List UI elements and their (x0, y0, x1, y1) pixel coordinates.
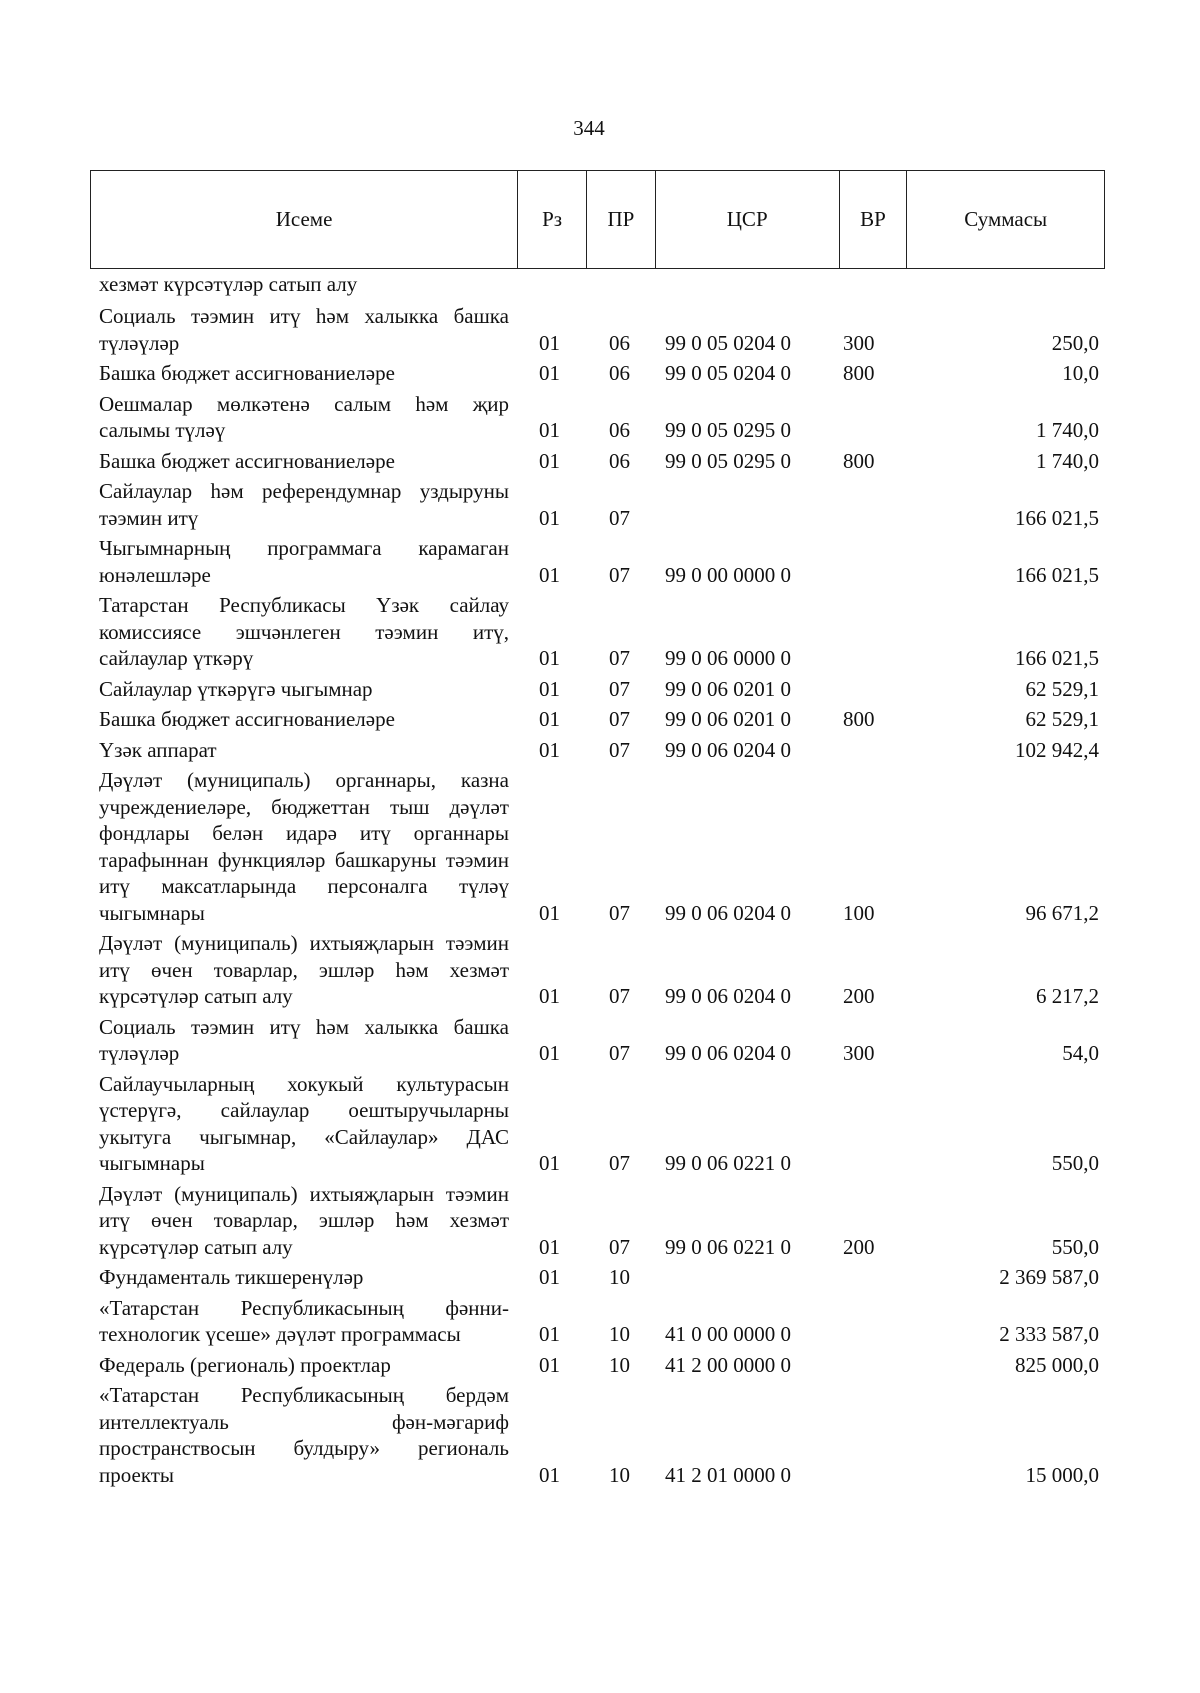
table-body (99, 303, 1099, 1492)
row-rz-cell: 01 (539, 330, 560, 355)
row-sum-cell: 166 021,5 (1015, 646, 1099, 670)
row-csr-cell: 99 0 06 0201 0 (665, 676, 791, 701)
row-vr-cell: 800 (843, 448, 875, 473)
table-row (99, 737, 1099, 764)
row-csr-cell: 99 0 06 0221 0 (665, 1234, 791, 1259)
table-row (99, 303, 1099, 356)
row-pr-cell: 07 (609, 737, 630, 762)
row-name-cell: «Татарстан Республикасының фәнни-технологик үсеше» дәүләт программасы (99, 1295, 509, 1346)
row-rz-cell: 01 (539, 900, 560, 925)
row-csr-cell: 99 0 05 0204 0 (665, 361, 791, 385)
row-csr-cell: 41 0 00 0000 0 (665, 1322, 791, 1346)
row-pr-cell: 07 (609, 1234, 630, 1259)
header-rz: Рз (517, 171, 586, 268)
table-row (99, 592, 1099, 672)
page-number: 344 (573, 116, 605, 140)
row-rz-cell: 01 (539, 505, 560, 530)
table-row (99, 448, 1099, 475)
row-rz-cell: 01 (539, 646, 560, 670)
row-sum-cell: 10,0 (1062, 361, 1099, 385)
row-csr-cell: 99 0 05 0204 0 (665, 330, 791, 355)
row-rz-cell: 01 (539, 1234, 560, 1259)
row-name-cell: Федераль (региональ) проектлар (99, 1352, 391, 1377)
row-sum-cell: 166 021,5 (1015, 562, 1099, 587)
row-name-cell: «Татарстан Республикасының бердәм интеллектуаль фән-мәгариф пространствосын булдыру» региональ проекты (99, 1383, 509, 1487)
row-rz-cell: 01 (539, 737, 560, 762)
row-pr-cell: 07 (609, 1041, 630, 1065)
row-csr-cell: 99 0 06 0204 0 (665, 737, 791, 762)
continued-row-text: хезмәт күрсәтүләр сатып алу (99, 272, 358, 296)
row-sum-cell: 166 021,5 (1015, 505, 1099, 530)
table-row (99, 478, 1099, 531)
row-rz-cell: 01 (539, 707, 560, 731)
row-rz-cell: 01 (539, 1352, 560, 1377)
row-csr-cell: 99 0 06 0204 0 (665, 984, 791, 1008)
row-name-cell: Дәүләт (муниципаль) ихтыяҗларын тәэмин итү өчен товарлар, эшләр һәм хезмәт күрсәтүләр сатып алу (99, 1181, 509, 1259)
row-pr-cell: 06 (609, 330, 630, 355)
row-name-cell: Социаль тәэмин итү һәм халыкка башка түләүләр (99, 304, 509, 355)
row-pr-cell: 07 (609, 1151, 630, 1175)
table-row (99, 930, 1099, 1010)
header-name: Исеме (275, 207, 333, 231)
row-rz-cell: 01 (539, 1462, 560, 1487)
row-rz-cell: 01 (539, 1265, 560, 1289)
row-rz-cell: 01 (539, 1041, 560, 1065)
row-pr-cell: 10 (609, 1462, 630, 1487)
row-sum-cell: 250,0 (1051, 330, 1099, 355)
row-name-cell: Башка бюджет ассигнованиеләре (99, 707, 395, 731)
row-sum-cell: 2 369 587,0 (999, 1265, 1099, 1289)
table-row (99, 391, 1099, 444)
table-row (99, 1295, 1099, 1348)
row-csr-cell: 41 2 01 0000 0 (665, 1462, 791, 1487)
header-csr: ЦСР (655, 171, 839, 268)
row-vr-cell: 800 (843, 707, 875, 731)
row-rz-cell: 01 (539, 1151, 560, 1175)
row-name-cell: Башка бюджет ассигнованиеләре (99, 448, 395, 473)
table-row (99, 1014, 1099, 1067)
row-vr-cell: 300 (843, 1041, 875, 1065)
row-csr-cell: 99 0 06 0204 0 (665, 1041, 791, 1065)
row-sum-cell: 1 740,0 (1036, 448, 1099, 473)
table-row (99, 676, 1099, 703)
row-name-cell: Дәүләт (муниципаль) органнары, казна учреждениеләре, бюджеттан тыш дәүләт фондлары белән идарә итү органнары тарафыннан функцияләр башкаруны тәэмин итү максатларында персоналга түләү чыгымнары (99, 768, 509, 925)
row-name-cell: Социаль тәэмин итү һәм халыкка башка түләүләр (99, 1014, 509, 1065)
header-sum: Суммасы (906, 171, 1104, 268)
row-rz-cell: 01 (539, 562, 560, 587)
row-pr-cell: 07 (609, 646, 630, 670)
row-name-cell: Башка бюджет ассигнованиеләре (99, 361, 395, 385)
row-pr-cell: 07 (609, 707, 630, 731)
row-name-cell: Чыгымнарның программага карамаган юнәлешләре (99, 536, 509, 587)
table-header (90, 170, 1105, 269)
row-vr-cell: 200 (843, 1234, 875, 1259)
row-rz-cell: 01 (539, 1322, 560, 1346)
row-pr-cell: 07 (609, 984, 630, 1008)
row-sum-cell: 62 529,1 (1025, 707, 1099, 731)
row-name-cell: Сайлаучыларның хокукый культурасын үстерүгә, сайлаулар оештыручыларны укытуга чыгымнар, «Сайлаулар» ДАС чыгымнары (99, 1071, 509, 1175)
row-rz-cell: 01 (539, 984, 560, 1008)
table-row (99, 706, 1099, 733)
row-vr-cell: 200 (843, 984, 875, 1008)
row-sum-cell: 550,0 (1051, 1151, 1099, 1175)
row-csr-cell: 99 0 00 0000 0 (665, 562, 791, 587)
row-pr-cell: 07 (609, 562, 630, 587)
row-name-cell: Сайлаулар үткәрүгә чыгымнар (99, 676, 373, 701)
row-sum-cell: 825 000,0 (1015, 1352, 1099, 1377)
row-pr-cell: 06 (609, 361, 630, 385)
table-row (99, 535, 1099, 588)
header-vr: ВР (839, 171, 907, 268)
row-pr-cell: 07 (609, 676, 630, 701)
table-row (99, 767, 1099, 926)
row-vr-cell: 800 (843, 361, 875, 385)
row-pr-cell: 10 (609, 1352, 630, 1377)
row-name-cell: Дәүләт (муниципаль) ихтыяҗларын тәэмин итү өчен товарлар, эшләр һәм хезмәт күрсәтүләр сатып алу (99, 931, 509, 1008)
row-name-cell: Үзәк аппарат (99, 737, 217, 762)
row-name-cell: Татарстан Республикасы Үзәк сайлау комиссиясе эшчәнлеген тәэмин итү, сайлаулар үткәрү (99, 593, 509, 670)
table-row (99, 360, 1099, 387)
row-sum-cell: 2 333 587,0 (999, 1322, 1099, 1346)
row-rz-cell: 01 (539, 676, 560, 701)
row-csr-cell: 41 2 00 0000 0 (665, 1352, 791, 1377)
row-name-cell: Фундаменталь тикшеренүләр (99, 1265, 364, 1289)
table-row (99, 1352, 1099, 1379)
row-vr-cell: 300 (843, 330, 875, 355)
table-row (99, 1264, 1099, 1291)
row-sum-cell: 62 529,1 (1025, 676, 1099, 701)
row-csr-cell: 99 0 06 0204 0 (665, 900, 791, 925)
row-sum-cell: 1 740,0 (1036, 418, 1099, 442)
row-pr-cell: 06 (609, 448, 630, 473)
row-sum-cell: 102 942,4 (1015, 737, 1099, 762)
row-pr-cell: 10 (609, 1322, 630, 1346)
table-row (99, 1382, 1099, 1488)
row-csr-cell: 99 0 05 0295 0 (665, 418, 791, 442)
row-csr-cell: 99 0 06 0221 0 (665, 1151, 791, 1175)
row-pr-cell: 10 (609, 1265, 630, 1289)
row-rz-cell: 01 (539, 361, 560, 385)
header-pr: ПР (586, 171, 655, 268)
row-sum-cell: 6 217,2 (1036, 984, 1099, 1008)
row-sum-cell: 96 671,2 (1025, 900, 1099, 925)
row-csr-cell: 99 0 06 0000 0 (665, 646, 791, 670)
row-sum-cell: 550,0 (1051, 1234, 1099, 1259)
table-row (99, 1181, 1099, 1261)
row-csr-cell: 99 0 05 0295 0 (665, 448, 791, 473)
table-row (99, 1071, 1099, 1177)
row-rz-cell: 01 (539, 448, 560, 473)
row-pr-cell: 06 (609, 418, 630, 442)
row-csr-cell: 99 0 06 0201 0 (665, 707, 791, 731)
row-vr-cell: 100 (843, 900, 875, 925)
row-sum-cell: 15 000,0 (1025, 1462, 1099, 1487)
row-name-cell: Сайлаулар һәм референдумнар уздыруны тәэмин итү (99, 479, 509, 530)
row-name-cell: Оешмалар мөлкәтенә салым һәм җир салымы түләү (99, 391, 509, 442)
row-sum-cell: 54,0 (1062, 1041, 1099, 1065)
row-rz-cell: 01 (539, 418, 560, 442)
row-pr-cell: 07 (609, 505, 630, 530)
row-pr-cell: 07 (609, 900, 630, 925)
